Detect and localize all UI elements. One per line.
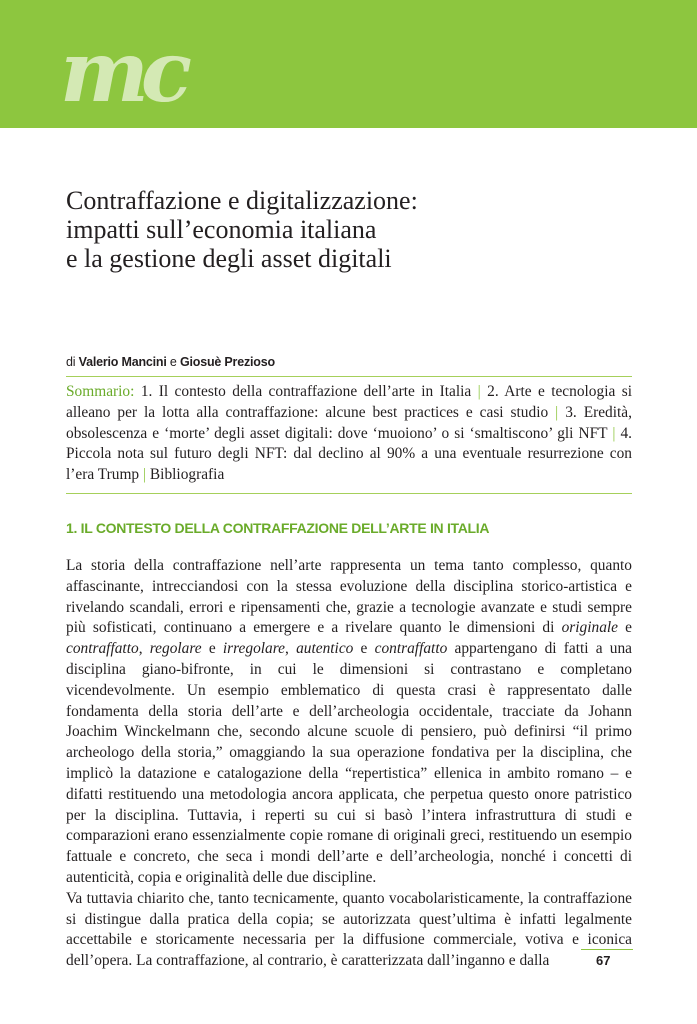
summary-block xyxy=(66,382,632,486)
summary-separator: | xyxy=(142,466,147,484)
article-title xyxy=(66,186,646,273)
body-text xyxy=(66,556,632,972)
page-number-rule xyxy=(581,949,633,950)
summary-item-3: 3. Eredità, obsolescenza e ‘morte’ degli asset digitali: dove ‘muoiono’ o si ‘smaltiscono’ gli NFT xyxy=(66,403,632,442)
author-prefix: di xyxy=(66,355,76,369)
author-conjunction: e xyxy=(169,355,177,369)
summary-top-rule xyxy=(66,376,632,377)
paragraph-1: La storia della contraffazione nell’arte rappresenta un tema tanto complesso, quanto affascinante, intrecciandosi con la stessa evoluzione della disciplina storico-artistica e rivelando scandali, errori e ripensamenti che, grazie a tecnologie avanzate e studi sempre più sofisticati, continuano a emergere e a rivelare quanto le dimensioni di originale e contraffatto, regolare e irregolare, autentico e contraffatto appartengano di fatti a una disciplina giano-bifronte, in cui le dimensioni si contrastano e completano vicendevolmente. Un esempio emblematico di questa crasi è rappresentato dalle fondamenta della storia dell’arte e dell’archeologia occidentale, tracciate da Johann Joachim Winckelmann che, secondo alcune scuole di pensiero, può definirsi “il primo archeologo della storia,” omaggiando la sua operazione fondativa per la disciplina, che implicò la datazione e catalogazione della “repertistica” ellenica in ambito romano – e difatti restituendo una metodologia ancora applicata, che perpetua questo onore patristico per la disciplina. Tuttavia, i reperti su cui si basò l’intera infrastruttura di studi e comparazioni erano essenzialmente copie romane di originali greci, restituendo un esempio fattuale e concreto, che seca i mondi dell’arte e dell’archeologia, nonché i concetti di autenticità, copia e originalità delle due discipline. xyxy=(66,557,633,886)
summary-item-2: 2. Arte e tecnologia si alleano per la lotta alla contraffazione: alcune best practices e casi studio xyxy=(66,383,632,421)
title-line-3: e la gestione degli asset digitali xyxy=(66,244,392,273)
paragraph-2: Va tuttavia chiarito che, tanto tecnicamente, quanto vocabolaristicamente, la contraffazione si distingue dalla pratica della copia; se autorizzata quest’ultima è infatti legalmente accettabile e storicamente necessaria per la diffusione commerciale, votiva e iconica dell’opera. La contraffazione, al contrario, è caratterizzata dall’inganno e dalla xyxy=(66,889,632,970)
summary-separator: | xyxy=(555,403,559,421)
journal-logo: mc xyxy=(60,22,185,121)
author-line xyxy=(66,355,275,369)
summary-item-4: 4. Piccola nota sul futuro degli NFT: dal declino al 90% a una eventuale resurrezione con l’era Trump xyxy=(66,424,632,484)
header-band xyxy=(0,0,697,128)
summary-label: Sommario: xyxy=(66,383,135,400)
summary-bottom-rule xyxy=(66,493,632,494)
author-name-1: Valerio Mancini xyxy=(78,355,167,369)
author-name-2: Giosuè Prezioso xyxy=(179,355,275,369)
title-line-2: impatti sull’economia italiana xyxy=(66,215,377,244)
section-heading: 1. IL CONTESTO DELLA CONTRAFFAZIONE DELL’ARTE IN ITALIA xyxy=(66,520,490,536)
summary-separator: | xyxy=(477,383,481,400)
summary-item-1: 1. Il contesto della contraffazione dell’arte in Italia xyxy=(140,383,472,400)
page-number: 67 xyxy=(596,953,611,968)
summary-item-5: Bibliografia xyxy=(149,466,225,484)
summary-separator: | xyxy=(612,424,616,442)
title-line-1: Contraffazione e digitalizzazione: xyxy=(66,186,418,215)
